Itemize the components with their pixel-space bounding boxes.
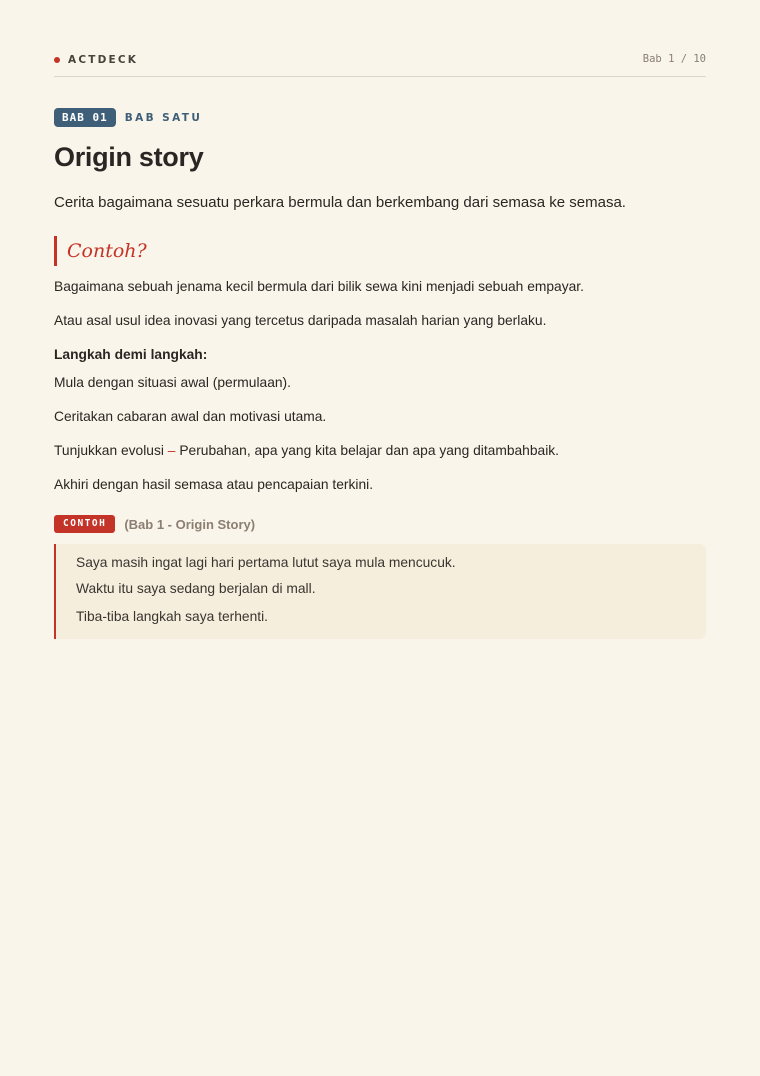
step-2: Ceritakan cabaran awal dan motivasi utama.	[54, 409, 327, 424]
example-reference: (Bab 1 - Origin Story)	[124, 516, 256, 532]
page-title: Origin story	[54, 142, 204, 172]
example-intro-2: Atau asal usul idea inovasi yang tercetus daripada masalah harian yang berlaku.	[54, 313, 547, 328]
brand-dot-icon	[54, 57, 60, 63]
step-3-rest: Perubahan, apa yang kita belajar dan apa yang ditambahbaik.	[179, 443, 560, 458]
steps-heading: Langkah demi langkah:	[54, 347, 208, 362]
chapter-badge: BAB 01	[54, 108, 116, 127]
step-3-lead: Tunjukkan evolusi	[54, 443, 164, 458]
question-heading: Contoh?	[54, 236, 147, 266]
chapter-label: BAB SATU	[124, 111, 203, 124]
example-header	[54, 515, 255, 533]
step-4: Akhiri dengan hasil semasa atau pencapaian terkini.	[54, 477, 374, 492]
page-header	[54, 52, 706, 77]
brand	[54, 54, 138, 66]
quote-line-2: Waktu itu saya sedang berjalan di mall.	[76, 581, 316, 596]
step-1: Mula dengan situasi awal (permulaan).	[54, 375, 291, 390]
quote-line-1: Saya masih ingat lagi hari pertama lutut saya mula mencucuk.	[76, 555, 456, 570]
quote-line-3: Tiba-tiba langkah saya terhenti.	[76, 609, 268, 624]
chapter-tag	[54, 108, 202, 127]
step-3-dash: –	[167, 443, 176, 458]
page-indicator: Bab 1 / 10	[642, 53, 706, 65]
page-subtitle: Cerita bagaimana sesuatu perkara bermula dan berkembang dari semasa ke semasa.	[54, 194, 626, 211]
brand-name: ACTDECK	[68, 54, 139, 66]
step-3	[54, 443, 559, 458]
example-badge: CONTOH	[54, 515, 115, 533]
example-quote-block	[54, 544, 706, 639]
example-intro-1: Bagaimana sebuah jenama kecil bermula dari bilik sewa kini menjadi sebuah empayar.	[54, 279, 584, 294]
